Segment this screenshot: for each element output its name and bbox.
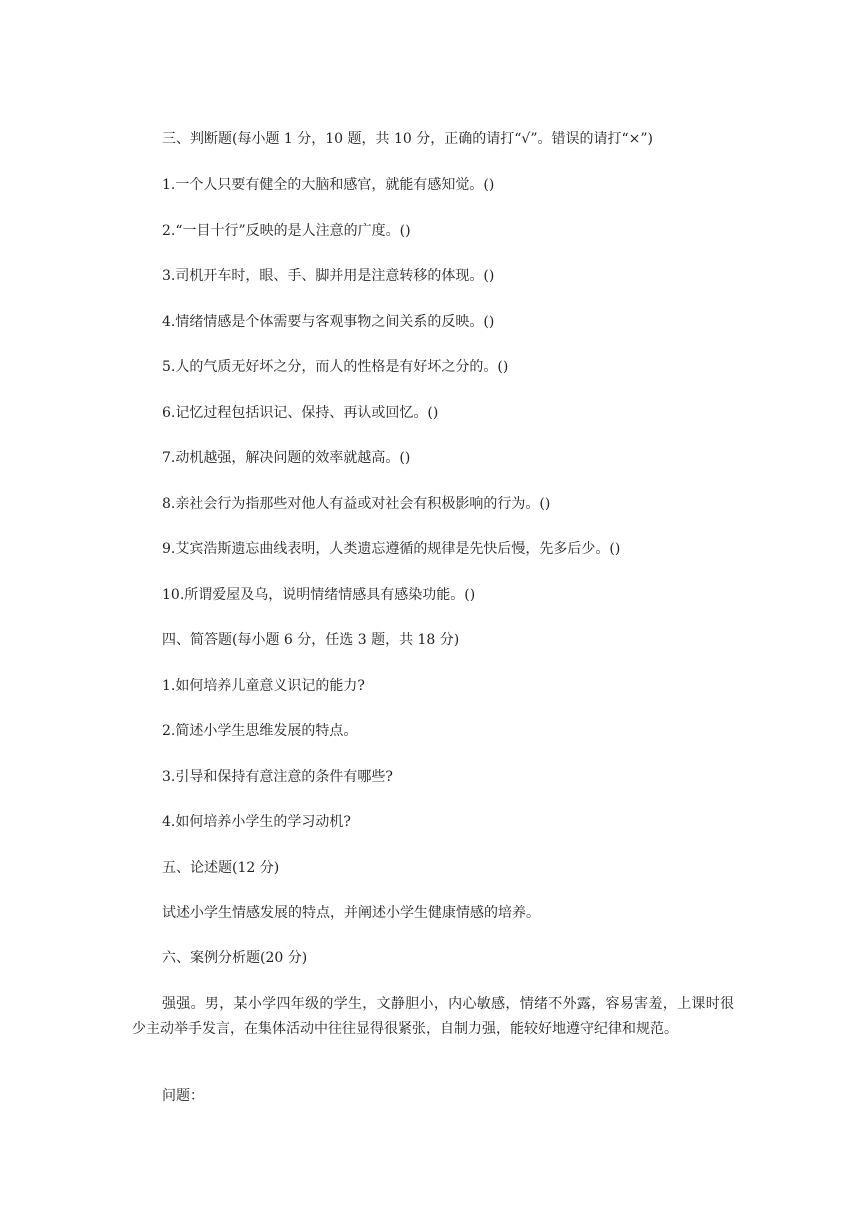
judgment-item-8: 8.亲社会行为指那些对他人有益或对社会有积极影响的行为。(): [162, 496, 551, 512]
judgment-item-6: 6.记忆过程包括识记、保持、再认或回忆。(): [162, 405, 439, 421]
short-answer-item-4: 4.如何培养小学生的学习动机?: [162, 814, 351, 830]
judgment-item-1: 1.一个人只要有健全的大脑和感官，就能有感知觉。(): [162, 177, 495, 193]
judgment-item-7: 7.动机越强，解决问题的效率就越高。(): [162, 450, 411, 466]
section-3-heading: 三、判断题(每小题 1 分，10 题，共 10 分，正确的请打“√”。错误的请打“×”): [162, 131, 653, 147]
section-6-heading: 六、案例分析题(20 分): [162, 950, 308, 966]
judgment-item-5: 5.人的气质无好坏之分，而人的性格是有好坏之分的。(): [162, 359, 509, 375]
judgment-item-10: 10.所谓爱屋及乌，说明情绪情感具有感染功能。(): [162, 587, 476, 603]
case-description: 强强。男，某小学四年级的学生，文静胆小，内心敏感，情绪不外露，容易害羞，上课时很少主动举手发言，在集体活动中往往显得很紧张，自制力强，能较好地遵守纪律和规范。: [132, 996, 734, 1037]
essay-question: 试述小学生情感发展的特点，并阐述小学生健康情感的培养。: [162, 905, 540, 921]
short-answer-item-3: 3.引导和保持有意注意的条件有哪些?: [162, 769, 393, 785]
short-answer-item-2: 2.简述小学生思维发展的特点。: [162, 723, 358, 739]
question-label: 问题：: [162, 1088, 204, 1104]
judgment-item-4: 4.情绪情感是个体需要与客观事物之间关系的反映。(): [162, 314, 495, 330]
judgment-item-9: 9.艾宾浩斯遗忘曲线表明，人类遗忘遵循的规律是先快后慢，先多后少。(): [162, 541, 621, 557]
judgment-item-3: 3.司机开车时，眼、手、脚并用是注意转移的体现。(): [162, 268, 495, 284]
section-5-heading: 五、论述题(12 分): [162, 860, 280, 876]
judgment-item-2: 2.“一目十行”反映的是人注意的广度。(): [162, 223, 411, 239]
section-4-heading: 四、简答题(每小题 6 分，任选 3 题，共 18 分): [162, 632, 460, 648]
short-answer-item-1: 1.如何培养儿童意义识记的能力?: [162, 678, 365, 694]
